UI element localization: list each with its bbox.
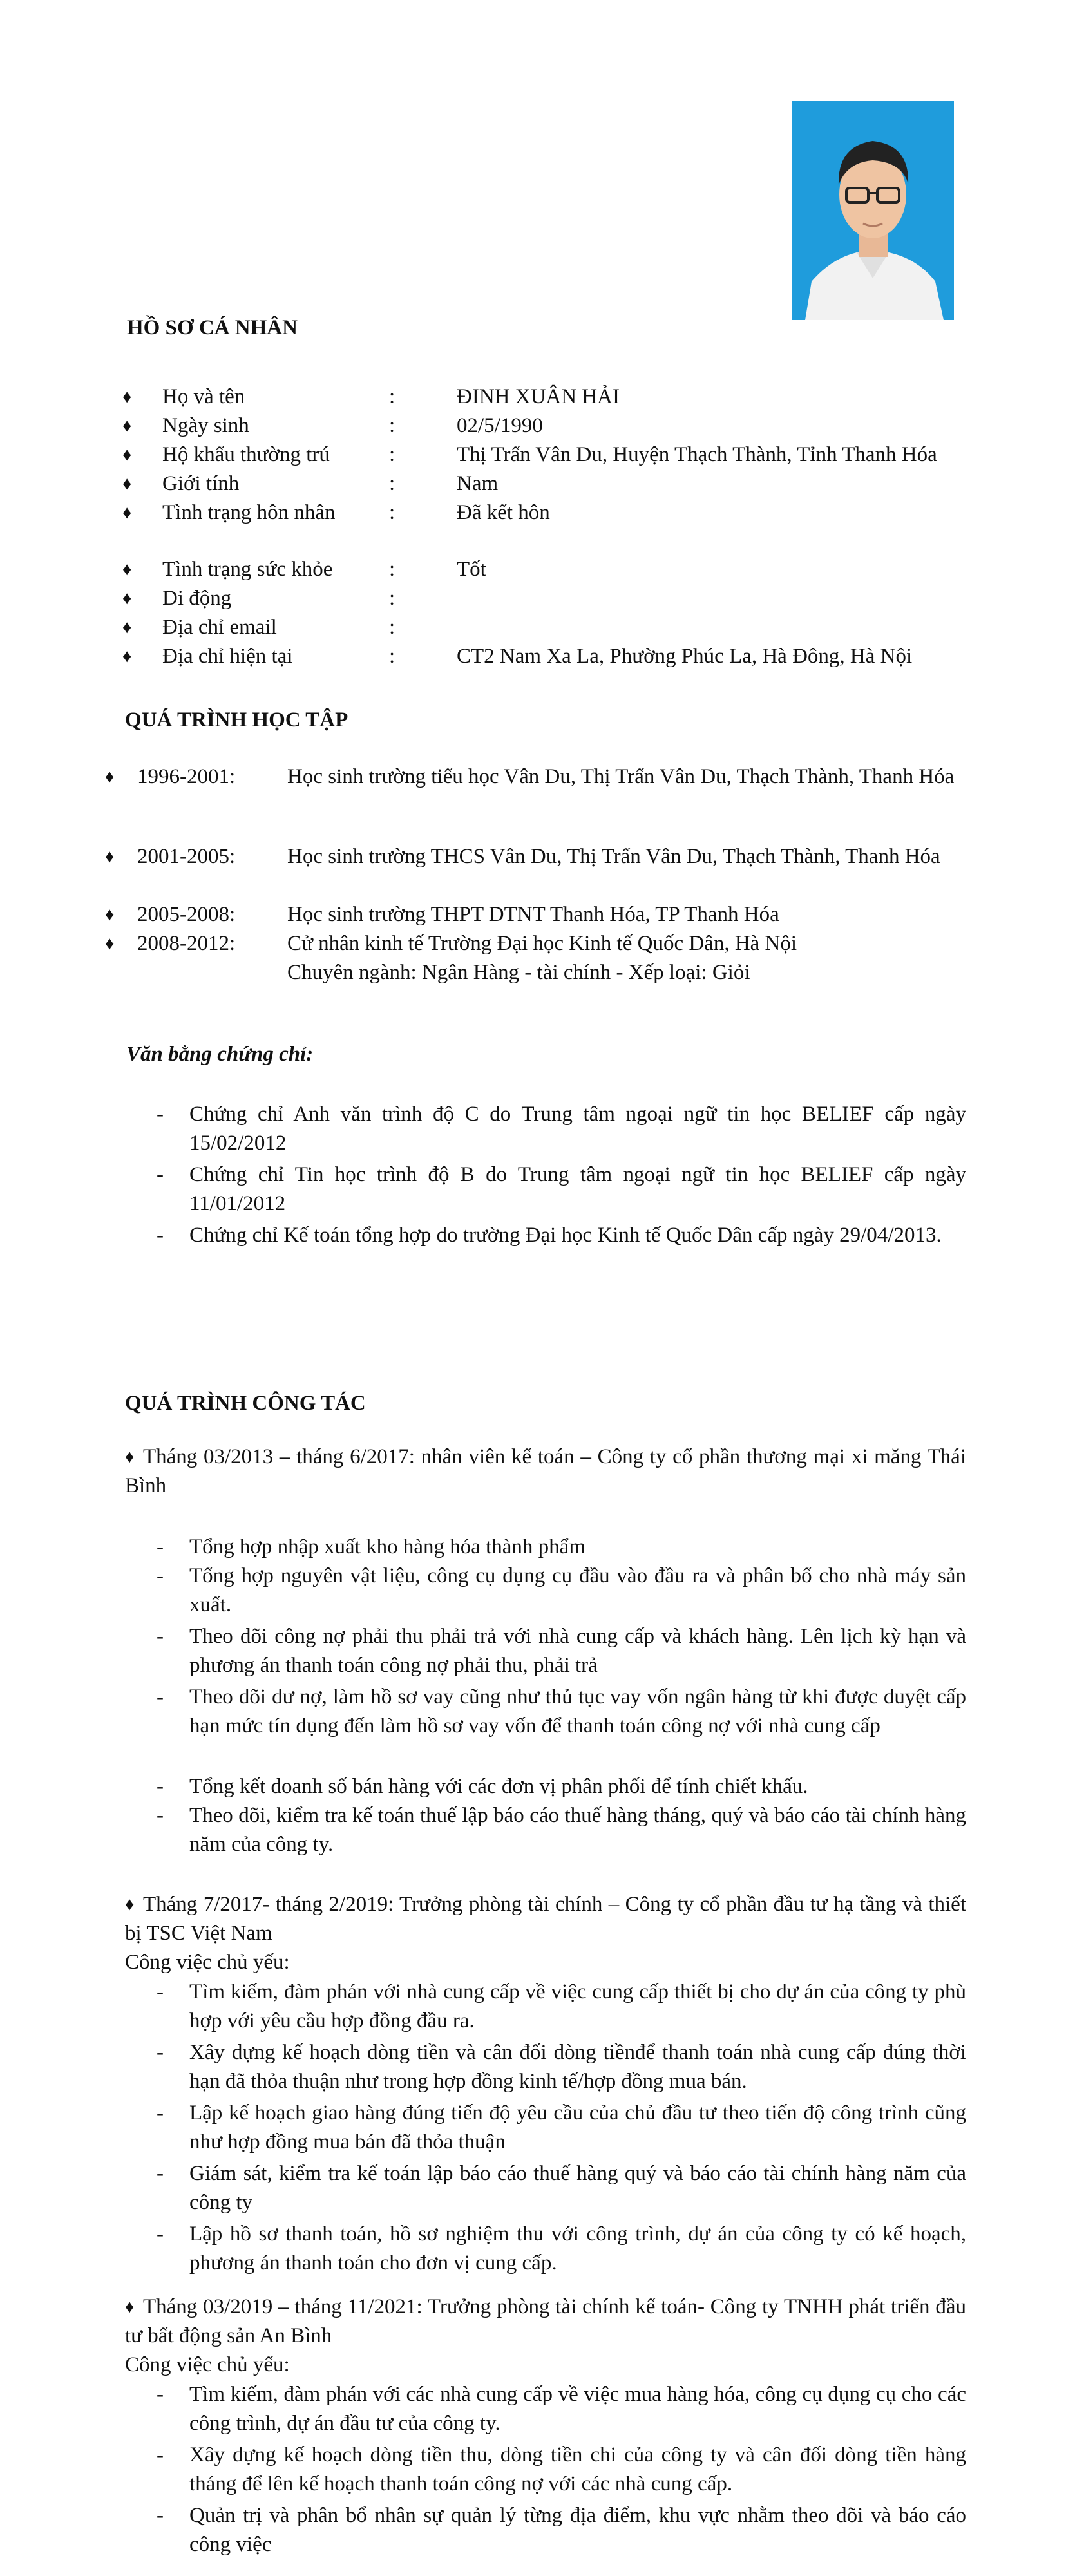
diamond-bullet-icon: ♦ (122, 647, 132, 667)
certificate-item: Chứng chỉ Tin học trình độ B do Trung tâm ngoại ngữ tin học BELIEF cấp ngày 11/01/2012 (189, 1163, 966, 1215)
dash-bullet: - (157, 1564, 164, 1587)
personal-row (0, 412, 1066, 440)
job-duty: Tìm kiếm, đàm phán với các nhà cung cấp về việc mua hàng hóa, công cụ dụng cụ cho các công trình, dự án đầu tư của công ty. (189, 2383, 966, 2435)
diamond-bullet-icon: ♦ (125, 1447, 135, 1467)
diamond-bullet-icon: ♦ (105, 767, 115, 787)
job-duty: Xây dựng kế hoạch dòng tiền thu, dòng tiền chi của công ty và cân đối dòng tiền hàng tháng để lên kế hoạch thanh toán công nợ với các nhà cung cấp. (189, 2443, 966, 2496)
job-duty: Tổng hợp nguyên vật liệu, công cụ dụng cụ đầu vào đầu ra và phân bổ cho nhà máy sản xuất. (189, 1564, 966, 1616)
dash-bullet: - (157, 1625, 164, 1648)
separator: : (389, 501, 395, 524)
dash-bullet: - (157, 2443, 164, 2467)
job-duty: Tìm kiếm, đàm phán với nhà cung cấp về việc cung cấp thiết bị cho dự án của công ty phù hợp với yêu cầu hợp đồng đầu ra. (189, 1980, 966, 2032)
separator: : (389, 587, 395, 610)
job-duty: Theo dõi, kiểm tra kế toán thuế lập báo cáo thuế hàng tháng, quý và báo cáo tài chính hàng năm của công ty. (189, 1804, 966, 1856)
personal-row (0, 383, 1066, 412)
profile-title: HỒ SƠ CÁ NHÂN (127, 316, 298, 339)
separator: : (389, 414, 395, 437)
diamond-bullet-icon: ♦ (122, 560, 132, 580)
personal-row (0, 469, 1066, 498)
personal-value: CT2 Nam Xa La, Phường Phúc La, Hà Đông, Hà Nội (457, 645, 913, 668)
personal-label: Tình trạng hôn nhân (162, 501, 336, 524)
job-duty: Tổng kết doanh số bán hàng với các đơn vị phân phối để tính chiết khấu. (189, 1775, 808, 1798)
personal-label: Giới tính (162, 472, 240, 495)
dash-bullet: - (157, 1980, 164, 2003)
job-header: Tháng 7/2017- tháng 2/2019: Trưởng phòng tài chính – Công ty cổ phần đầu tư hạ tầng và thiết bị TSC Việt Nam (125, 1893, 966, 1945)
dash-bullet: - (157, 1804, 164, 1827)
personal-row (0, 440, 1066, 469)
portrait-photo (792, 101, 954, 320)
education-text: Học sinh trường THPT DTNT Thanh Hóa, TP Thanh Hóa (287, 903, 779, 926)
personal-row (0, 555, 1066, 584)
dash-bullet: - (157, 1103, 164, 1126)
job-duty: Lập hồ sơ thanh toán, hồ sơ nghiệm thu với công trình, dự án của công ty có kế hoạch, phương án thanh toán cho đơn vị cung cấp. (189, 2222, 966, 2275)
dash-bullet: - (157, 1163, 164, 1186)
dash-bullet: - (157, 2041, 164, 2064)
dash-bullet: - (157, 1685, 164, 1709)
dash-bullet: - (157, 2383, 164, 2406)
job-duty: Theo dõi công nợ phải thu phải trả với nhà cung cấp và khách hàng. Lên lịch kỳ hạn và phương án thanh toán công nợ phải thu, phải trả (189, 1625, 966, 1677)
personal-row (0, 498, 1066, 527)
education-years: 1996-2001: (137, 765, 236, 788)
personal-label: Hộ khẩu thường trú (162, 443, 330, 466)
education-major: Chuyên ngành: Ngân Hàng - tài chính - Xếp loại: Giỏi (287, 961, 750, 984)
personal-label: Di động (162, 587, 232, 610)
job-duty: Lập kế hoạch giao hàng đúng tiến độ yêu cầu của chủ đầu tư theo tiến độ công trình cũng như hợp đồng mua bán đã thỏa thuận (189, 2101, 966, 2154)
diamond-bullet-icon: ♦ (122, 618, 132, 638)
certificate-item: Chứng chỉ Anh văn trình độ C do Trung tâm ngoại ngữ tin học BELIEF cấp ngày 15/02/2012 (189, 1103, 966, 1155)
separator: : (389, 558, 395, 581)
personal-row (0, 613, 1066, 642)
dash-bullet: - (157, 2504, 164, 2527)
education-text: Học sinh trường THCS Vân Du, Thị Trấn Vân Du, Thạch Thành, Thanh Hóa (287, 845, 940, 868)
personal-label: Ngày sinh (162, 414, 249, 437)
personal-label: Địa chỉ email (162, 616, 277, 639)
job-duty: Tổng hợp nhập xuất kho hàng hóa thành phẩm (189, 1535, 585, 1558)
personal-value: 02/5/1990 (457, 414, 543, 437)
dash-bullet: - (157, 1775, 164, 1798)
education-text: Học sinh trường tiểu học Vân Du, Thị Trấn Vân Du, Thạch Thành, Thanh Hóa (287, 765, 955, 788)
personal-row (0, 642, 1066, 671)
duties-label: Công việc chủ yếu: (125, 1951, 290, 1974)
education-title: QUÁ TRÌNH HỌC TẬP (125, 708, 348, 732)
job-duty: Xây dựng kế hoạch dòng tiền và cân đối dòng tiềnđể thanh toán nhà cung cấp đúng thời hạn đã thỏa thuận như trong hợp đồng kinh tế/hợp đồng mua bán. (189, 2041, 966, 2093)
dash-bullet: - (157, 1224, 164, 1247)
job-duty: Theo dõi dư nợ, làm hồ sơ vay cũng như thủ tục vay vốn ngân hàng từ khi được duyệt cấp hạn mức tín dụng đến làm hồ sơ vay vốn để thanh toán công nợ với nhà cung cấp (189, 1685, 966, 1738)
diamond-bullet-icon: ♦ (122, 387, 132, 407)
diamond-bullet-icon: ♦ (122, 445, 132, 465)
certificates-title: Văn bằng chứng chỉ: (126, 1043, 314, 1066)
diamond-bullet-icon: ♦ (105, 847, 115, 867)
diamond-bullet-icon: ♦ (125, 2297, 135, 2317)
personal-value: Nam (457, 472, 499, 495)
personal-value: Tốt (457, 558, 486, 581)
education-years: 2008-2012: (137, 932, 236, 955)
job-duty: Giám sát, kiểm tra kế toán lập báo cáo thuế hàng quý và báo cáo tài chính hàng năm của công ty (189, 2162, 966, 2214)
personal-label: Địa chỉ hiện tại (162, 645, 293, 668)
diamond-bullet-icon: ♦ (105, 905, 115, 925)
dash-bullet: - (157, 2162, 164, 2185)
job-duty: Quản trị và phân bổ nhân sự quản lý từng địa điểm, khu vực nhằm theo dõi và báo cáo công việc (189, 2504, 966, 2556)
diamond-bullet-icon: ♦ (122, 503, 132, 523)
diamond-bullet-icon: ♦ (105, 934, 115, 954)
person-silhouette-icon (792, 101, 954, 320)
dash-bullet: - (157, 1535, 164, 1558)
certificate-item: Chứng chỉ Kế toán tổng hợp do trường Đại học Kinh tế Quốc Dân cấp ngày 29/04/2013. (189, 1224, 942, 1247)
personal-value: Đã kết hôn (457, 501, 550, 524)
dash-bullet: - (157, 2222, 164, 2246)
diamond-bullet-icon: ♦ (122, 589, 132, 609)
personal-value: Thị Trấn Vân Du, Huyện Thạch Thành, Tỉnh Thanh Hóa (457, 443, 937, 466)
separator: : (389, 616, 395, 639)
personal-label: Họ và tên (162, 385, 245, 408)
education-years: 2005-2008: (137, 903, 236, 926)
personal-value: ĐINH XUÂN HẢI (457, 385, 620, 408)
work-title: QUÁ TRÌNH CÔNG TÁC (125, 1392, 366, 1415)
separator: : (389, 645, 395, 668)
personal-row (0, 584, 1066, 613)
separator: : (389, 385, 395, 408)
diamond-bullet-icon: ♦ (125, 1895, 135, 1915)
job-header: Tháng 03/2019 – tháng 11/2021: Trưởng phòng tài chính kế toán- Công ty TNHH phát triển đầu tư bất động sản An Bình (125, 2295, 966, 2347)
dash-bullet: - (157, 2101, 164, 2125)
diamond-bullet-icon: ♦ (122, 416, 132, 436)
job-header: Tháng 03/2013 – tháng 6/2017: nhân viên kế toán – Công ty cổ phần thương mại xi măng Thái Bình (125, 1445, 966, 1497)
diamond-bullet-icon: ♦ (122, 474, 132, 494)
duties-label: Công việc chủ yếu: (125, 2353, 290, 2376)
education-years: 2001-2005: (137, 845, 236, 868)
education-text: Cử nhân kinh tế Trường Đại học Kinh tế Quốc Dân, Hà Nội (287, 932, 797, 955)
personal-label: Tình trạng sức khỏe (162, 558, 333, 581)
separator: : (389, 443, 395, 466)
separator: : (389, 472, 395, 495)
